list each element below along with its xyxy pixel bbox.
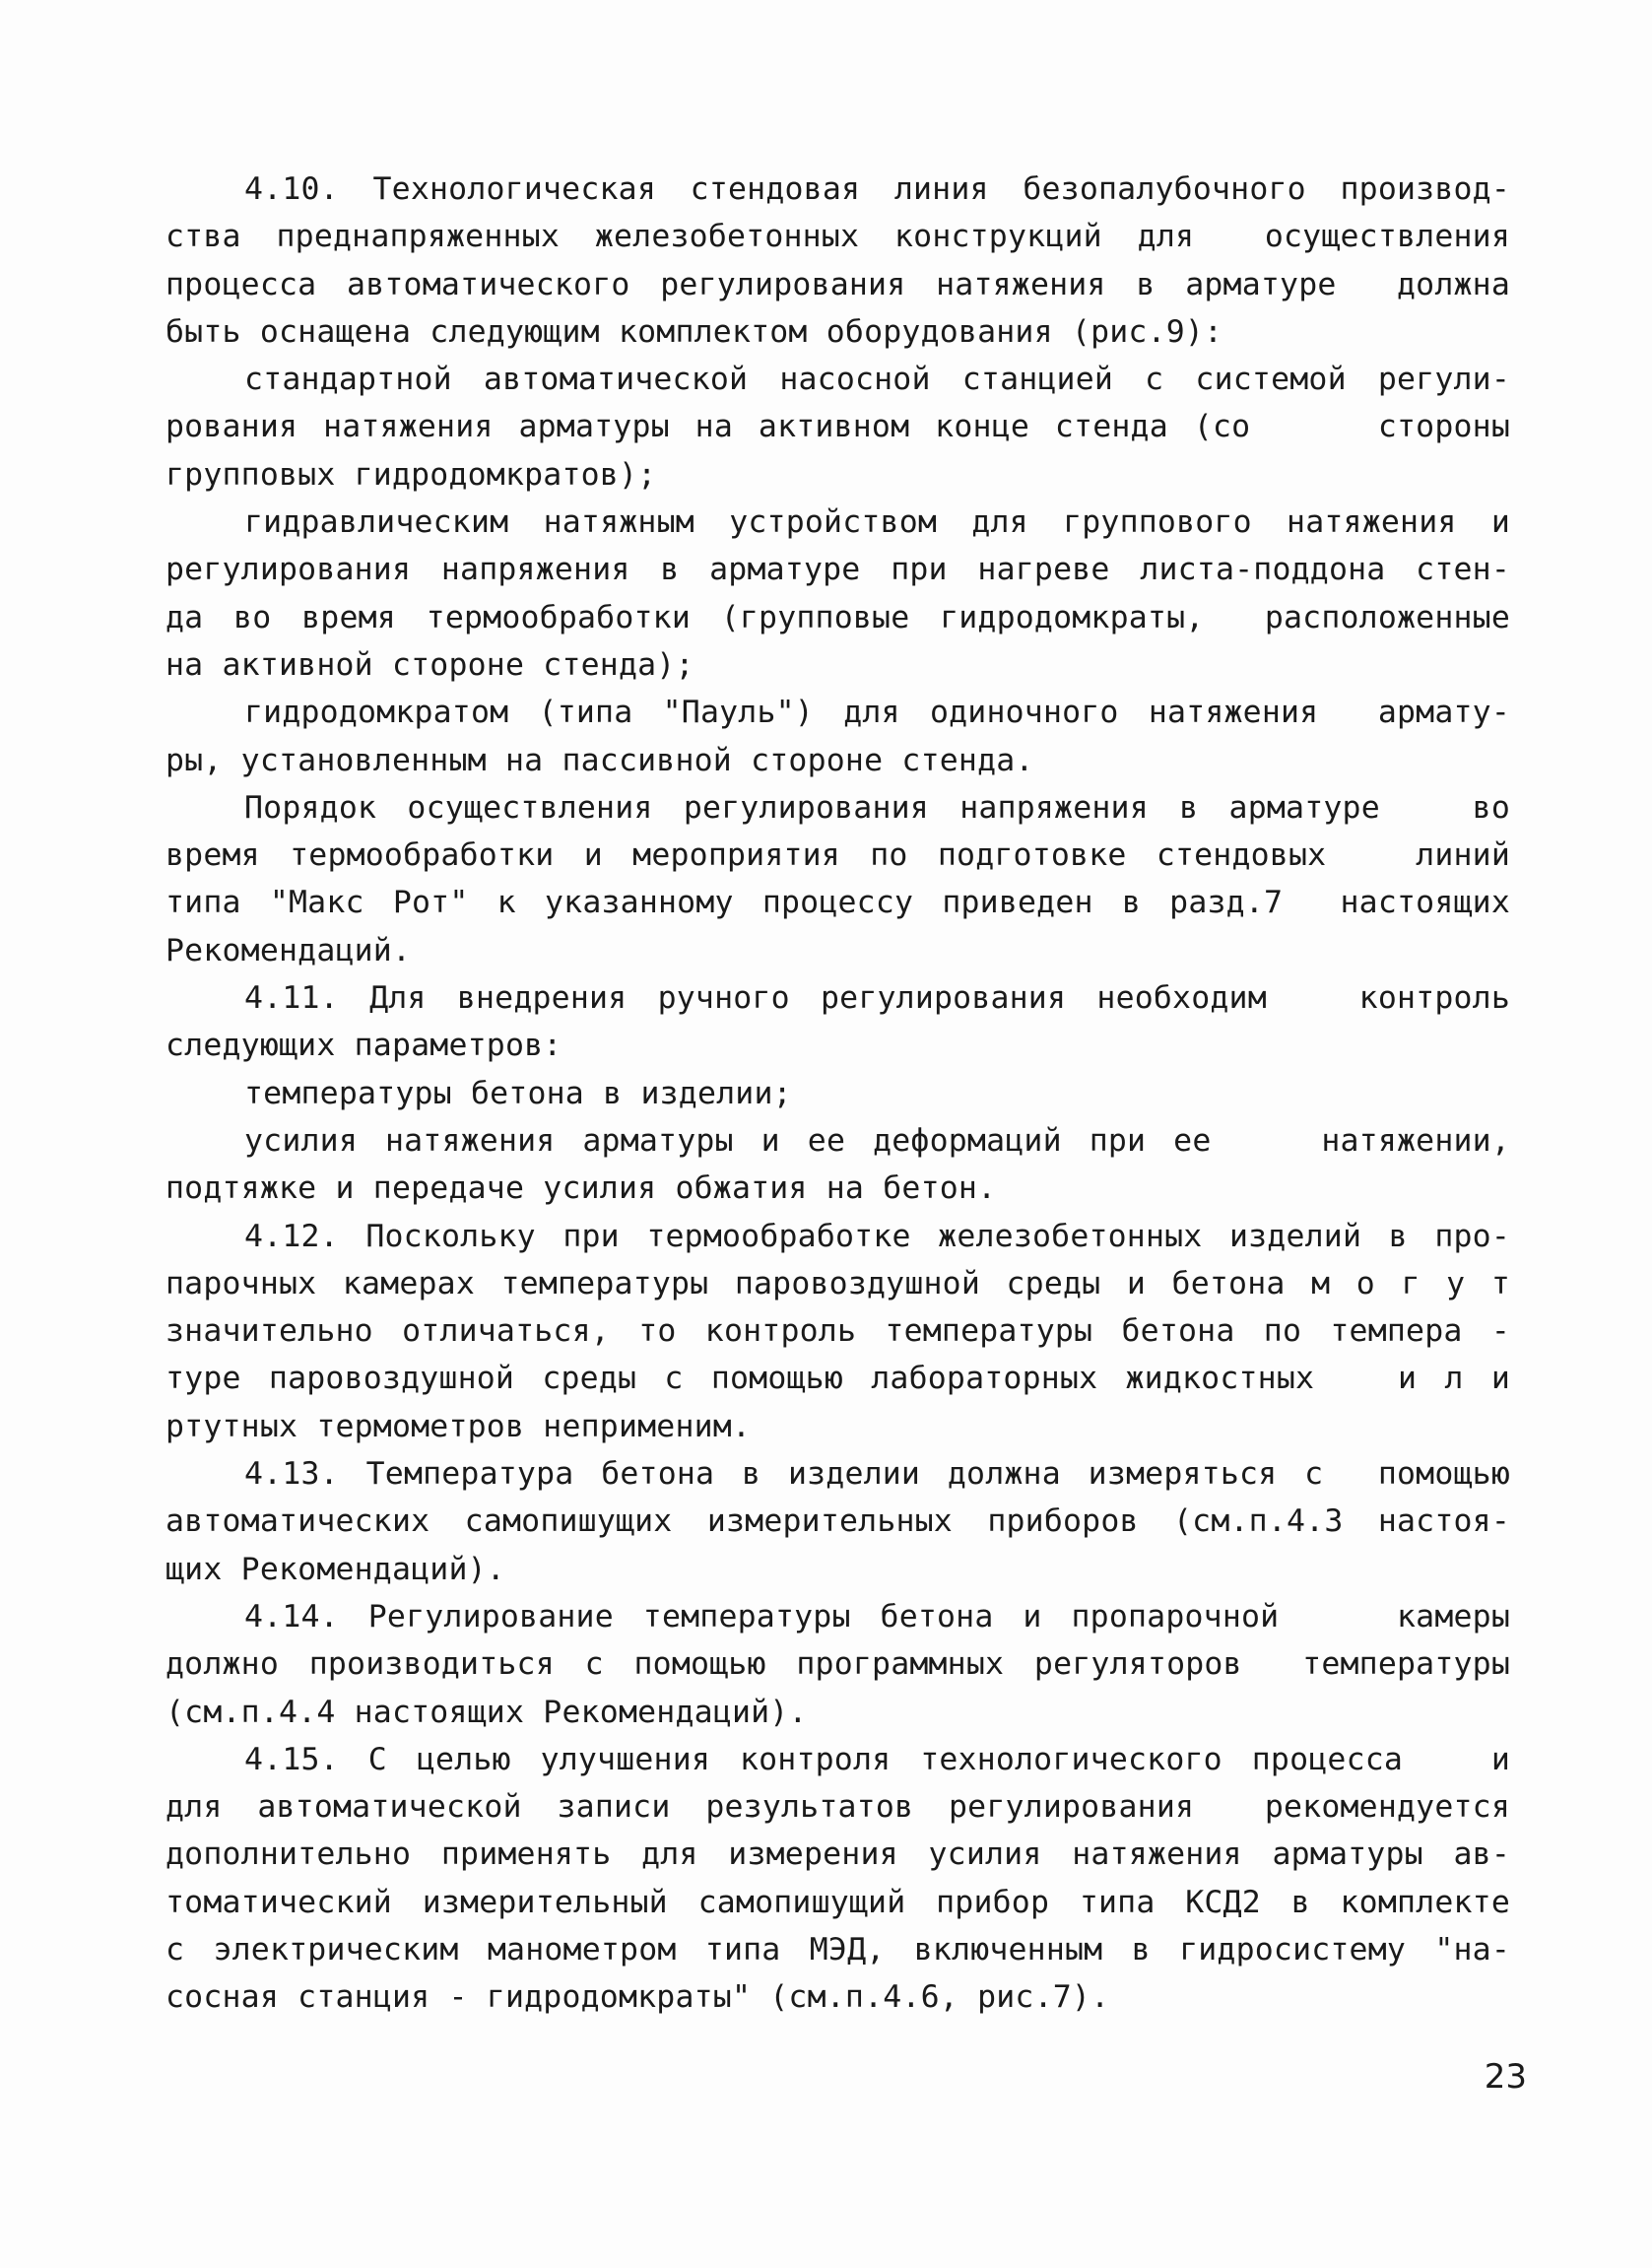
text-line: подтяжке и передаче усилия обжатия на бетон. <box>165 1170 997 1207</box>
text-line: да во время термообработки (групповые гидродомкраты, расположенные <box>165 599 1510 635</box>
text-line: Рекомендаций. <box>165 932 412 968</box>
text-line: 4.13. Температура бетона в изделии должна измеряться с помощью <box>244 1456 1510 1493</box>
text-line: гидродомкратом (типа "Пауль") для одиночного натяжения армату- <box>244 695 1510 731</box>
text-line: Порядок осуществления регулирования напряжения в арматуре во <box>244 789 1510 826</box>
text-line: сосная станция - гидродомкраты" (см.п.4.6, рис.7). <box>165 1979 1110 2016</box>
text-line: туре паровоздушной среды с помощью лабораторных жидкостных и л и <box>165 1361 1510 1397</box>
text-line: стандартной автоматической насосной станцией с системой регули- <box>244 362 1510 398</box>
page-number: 23 <box>1484 2057 1527 2097</box>
text-line: парочных камерах температуры паровоздушной среды и бетона м о г у т <box>165 1265 1510 1301</box>
body-text <box>165 166 1510 2022</box>
text-line: должно производиться с помощью программных регуляторов температуры <box>165 1646 1510 1683</box>
text-line: следующих параметров: <box>165 1028 562 1064</box>
text-line: 4.15. С целью улучшения контроля технологического процесса и <box>244 1741 1510 1777</box>
text-line: гидравлическим натяжным устройством для группового натяжения и <box>244 504 1510 541</box>
text-line: типа "Макс Рот" к указанному процессу приведен в разд.7 настоящих <box>165 885 1510 921</box>
text-line: для автоматической записи результатов регулирования рекомендуется <box>165 1789 1510 1826</box>
text-line: регулирования напряжения в арматуре при нагреве листа-поддона стен- <box>165 552 1510 588</box>
text-line: щих Рекомендаций). <box>165 1551 505 1587</box>
text-line: 4.12. Поскольку при термообработке железобетонных изделий в про- <box>244 1218 1510 1254</box>
text-line: ры, установленным на пассивной стороне стенда. <box>165 742 1034 778</box>
text-line: быть оснащена следующим комплектом оборудования (рис.9): <box>165 313 1223 350</box>
text-line: с электрическим манометром типа МЭД, включенным в гидросистему "на- <box>165 1931 1510 1968</box>
text-line: значительно отличаться, то контроль температуры бетона по темпера - <box>165 1313 1510 1350</box>
text-line: (см.п.4.4 настоящих Рекомендаций). <box>165 1694 808 1730</box>
text-line: на активной стороне стенда); <box>165 646 694 683</box>
text-line: ства преднапряженных железобетонных конструкций для осуществления <box>165 219 1510 255</box>
text-line: автоматических самопишущих измерительных приборов (см.п.4.3 настоя- <box>165 1503 1510 1540</box>
text-line: 4.14. Регулирование температуры бетона и пропарочной камеры <box>244 1598 1510 1634</box>
text-line: усилия натяжения арматуры и ее деформаций при ее натяжении, <box>244 1122 1510 1159</box>
text-line: время термообработки и мероприятия по подготовке стендовых линий <box>165 837 1510 874</box>
text-line: 4.10. Технологическая стендовая линия безопалубочного производ- <box>244 171 1510 207</box>
text-line: рования натяжения арматуры на активном конце стенда (со стороны <box>165 409 1510 445</box>
text-line: томатический измерительный самопишущий прибор типа КСД2 в комплекте <box>165 1884 1510 1920</box>
text-line: ртутных термометров неприменим. <box>165 1408 752 1444</box>
text-line: температуры бетона в изделии; <box>244 1075 792 1111</box>
text-line: дополнительно применять для измерения усилия натяжения арматуры ав- <box>165 1836 1510 1873</box>
text-line: 4.11. Для внедрения ручного регулирования необходим контроль <box>244 980 1510 1017</box>
text-line: процесса автоматического регулирования натяжения в арматуре должна <box>165 266 1510 302</box>
text-line: групповых гидродомкратов); <box>165 456 657 493</box>
